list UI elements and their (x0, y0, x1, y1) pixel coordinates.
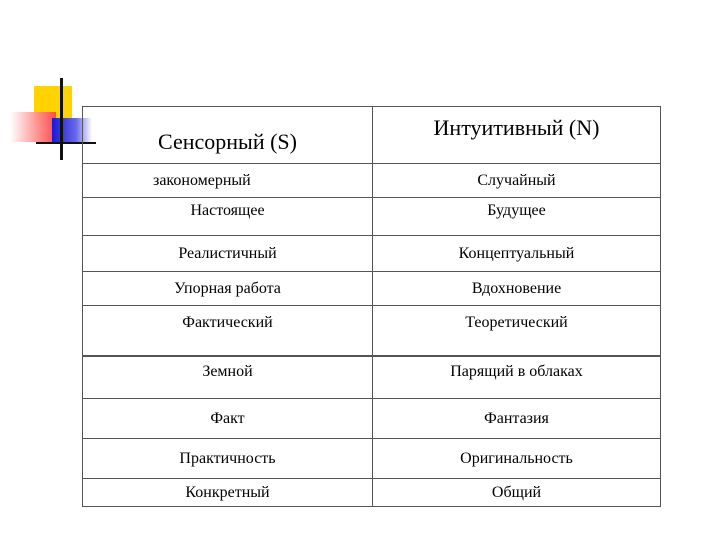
cell-intuitive: Общий (373, 479, 661, 507)
table-row (83, 357, 661, 399)
cell-intuitive: Парящий в облаках (373, 357, 661, 399)
table-row (83, 439, 661, 479)
comparison-table-bottom (82, 356, 661, 507)
cell-sensory: закономерный (83, 164, 373, 198)
cell-sensory: Упорная работа (83, 272, 373, 306)
cell-intuitive: Концептуальный (373, 236, 661, 272)
table-row (83, 399, 661, 439)
cell-intuitive: Вдохновение (373, 272, 661, 306)
table-header-row (83, 107, 661, 164)
cell-sensory: Настоящее (83, 198, 373, 236)
header-intuitive: Интуитивный (N) (373, 107, 661, 164)
cell-intuitive: Фантазия (373, 399, 661, 439)
table-row (83, 164, 661, 198)
cell-sensory: Фактический (83, 306, 373, 356)
table-row (83, 236, 661, 272)
comparison-table-top (82, 106, 661, 356)
table-row (83, 306, 661, 356)
cell-sensory: Реалистичный (83, 236, 373, 272)
cell-sensory: Практичность (83, 439, 373, 479)
table-row (83, 198, 661, 236)
cell-intuitive: Случайный (373, 164, 661, 198)
decor-red-square (10, 112, 56, 142)
header-sensory: Сенсорный (S) (83, 107, 373, 164)
table-row (83, 272, 661, 306)
cell-sensory: Земной (83, 357, 373, 399)
cell-sensory: Конкретный (83, 479, 373, 507)
cell-intuitive: Оригинальность (373, 439, 661, 479)
cell-intuitive: Теоретический (373, 306, 661, 356)
cell-sensory: Факт (83, 399, 373, 439)
cell-intuitive: Будущее (373, 198, 661, 236)
decor-vertical-line (60, 78, 63, 160)
table-row (83, 479, 661, 507)
